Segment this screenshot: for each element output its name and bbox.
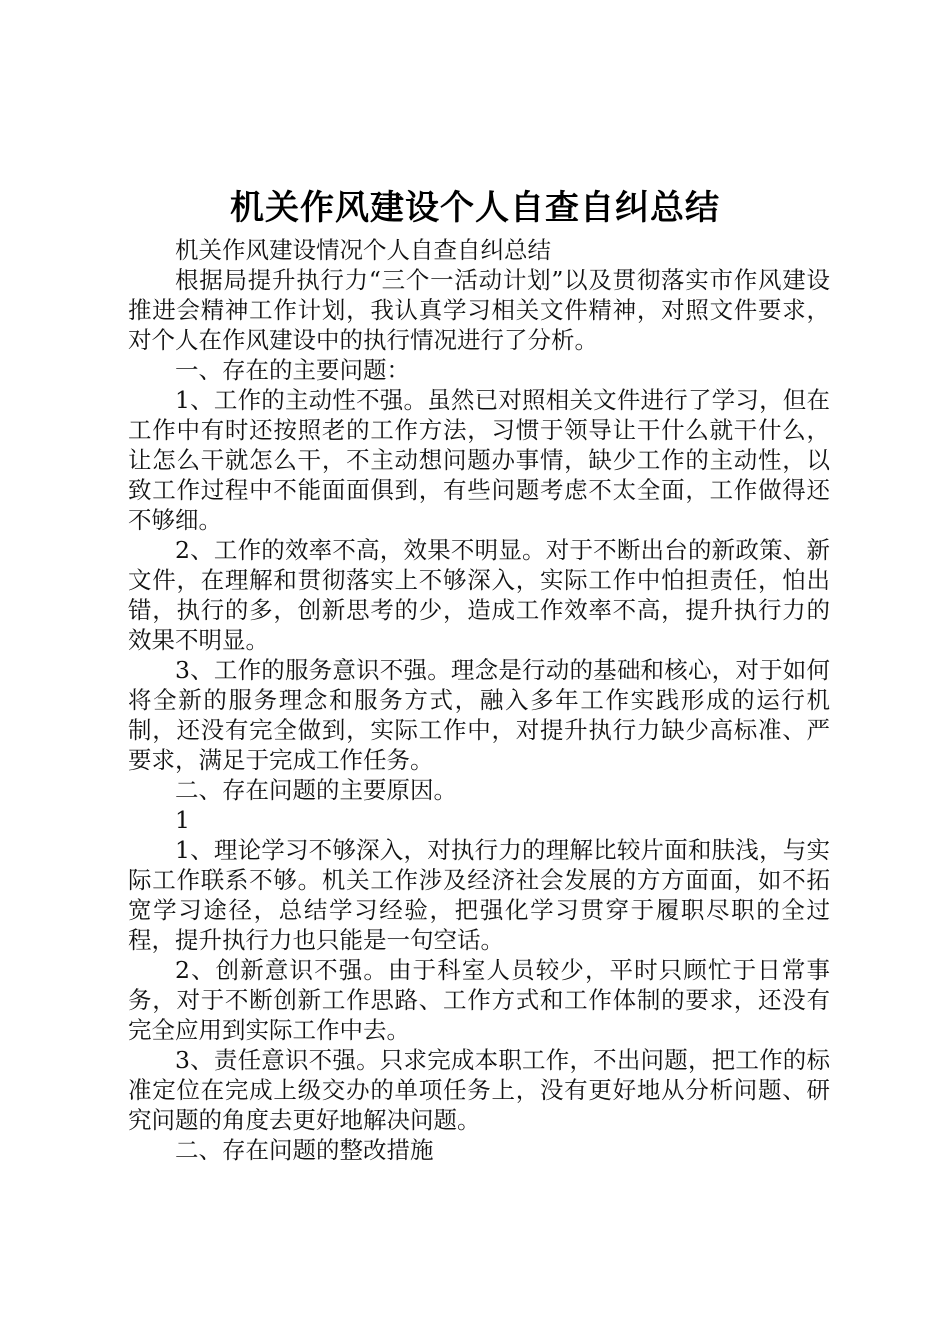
paragraph: 3、责任意识不强。只求完成本职工作，不出问题，把工作的标准定位在完成上级交办的单项任务上，没有更好地从分析问题、研究问题的角度去更好地解决问题。 (128, 1046, 830, 1134)
document-body (128, 235, 830, 1165)
paragraph: 1、理论学习不够深入，对执行力的理解比较片面和肤浅，与实际工作联系不够。机关工作涉及经济社会发展的方方面面，如不拓宽学习途径，总结学习经验，把强化学习贯穿于履职尽职的全过程，提升执行力也只能是一句空话。 (128, 836, 830, 954)
section-heading: 一、存在的主要问题： (175, 356, 410, 384)
paragraph: 2、工作的效率不高，效果不明显。对于不断出台的新政策、新文件，在理解和贯彻落实上不够深入，实际工作中怕担责任，怕出错，执行的多，创新思考的少，造成工作效率不高，提升执行力的效果不明显。 (128, 536, 830, 654)
paragraph: 3、工作的服务意识不强。理念是行动的基础和核心，对于如何将全新的服务理念和服务方式，融入多年工作实践形成的运行机制，还没有完全做到，实际工作中，对提升执行力缺少高标准、严要求，满足于完成工作任务。 (128, 656, 830, 774)
paragraph: 1 (175, 806, 190, 834)
paragraph: 根据局提升执行力“三个一活动计划”以及贯彻落实市作风建设推进会精神工作计划，我认真学习相关文件精神，对照文件要求，对个人在作风建设中的执行情况进行了分析。 (128, 266, 830, 354)
section-heading: 二、存在问题的整改措施 (175, 1136, 434, 1164)
section-heading: 二、存在问题的主要原因。 (175, 776, 457, 804)
paragraph: 1、工作的主动性不强。虽然已对照相关文件进行了学习，但在工作中有时还按照老的工作方法，习惯于领导让干什么就干什么，让怎么干就怎么干，不主动想问题办事情，缺少工作的主动性，以致工作过程中不能面面俱到，有些问题考虑不太全面，工作做得还不够细。 (128, 386, 830, 534)
document-title: 机关作风建设个人自查自纠总结 (230, 188, 720, 228)
paragraph: 2、创新意识不强。由于科室人员较少，平时只顾忙于日常事务，对于不断创新工作思路、工作方式和工作体制的要求，还没有完全应用到实际工作中去。 (128, 956, 830, 1044)
paragraph: 机关作风建设情况个人自查自纠总结 (175, 236, 551, 264)
